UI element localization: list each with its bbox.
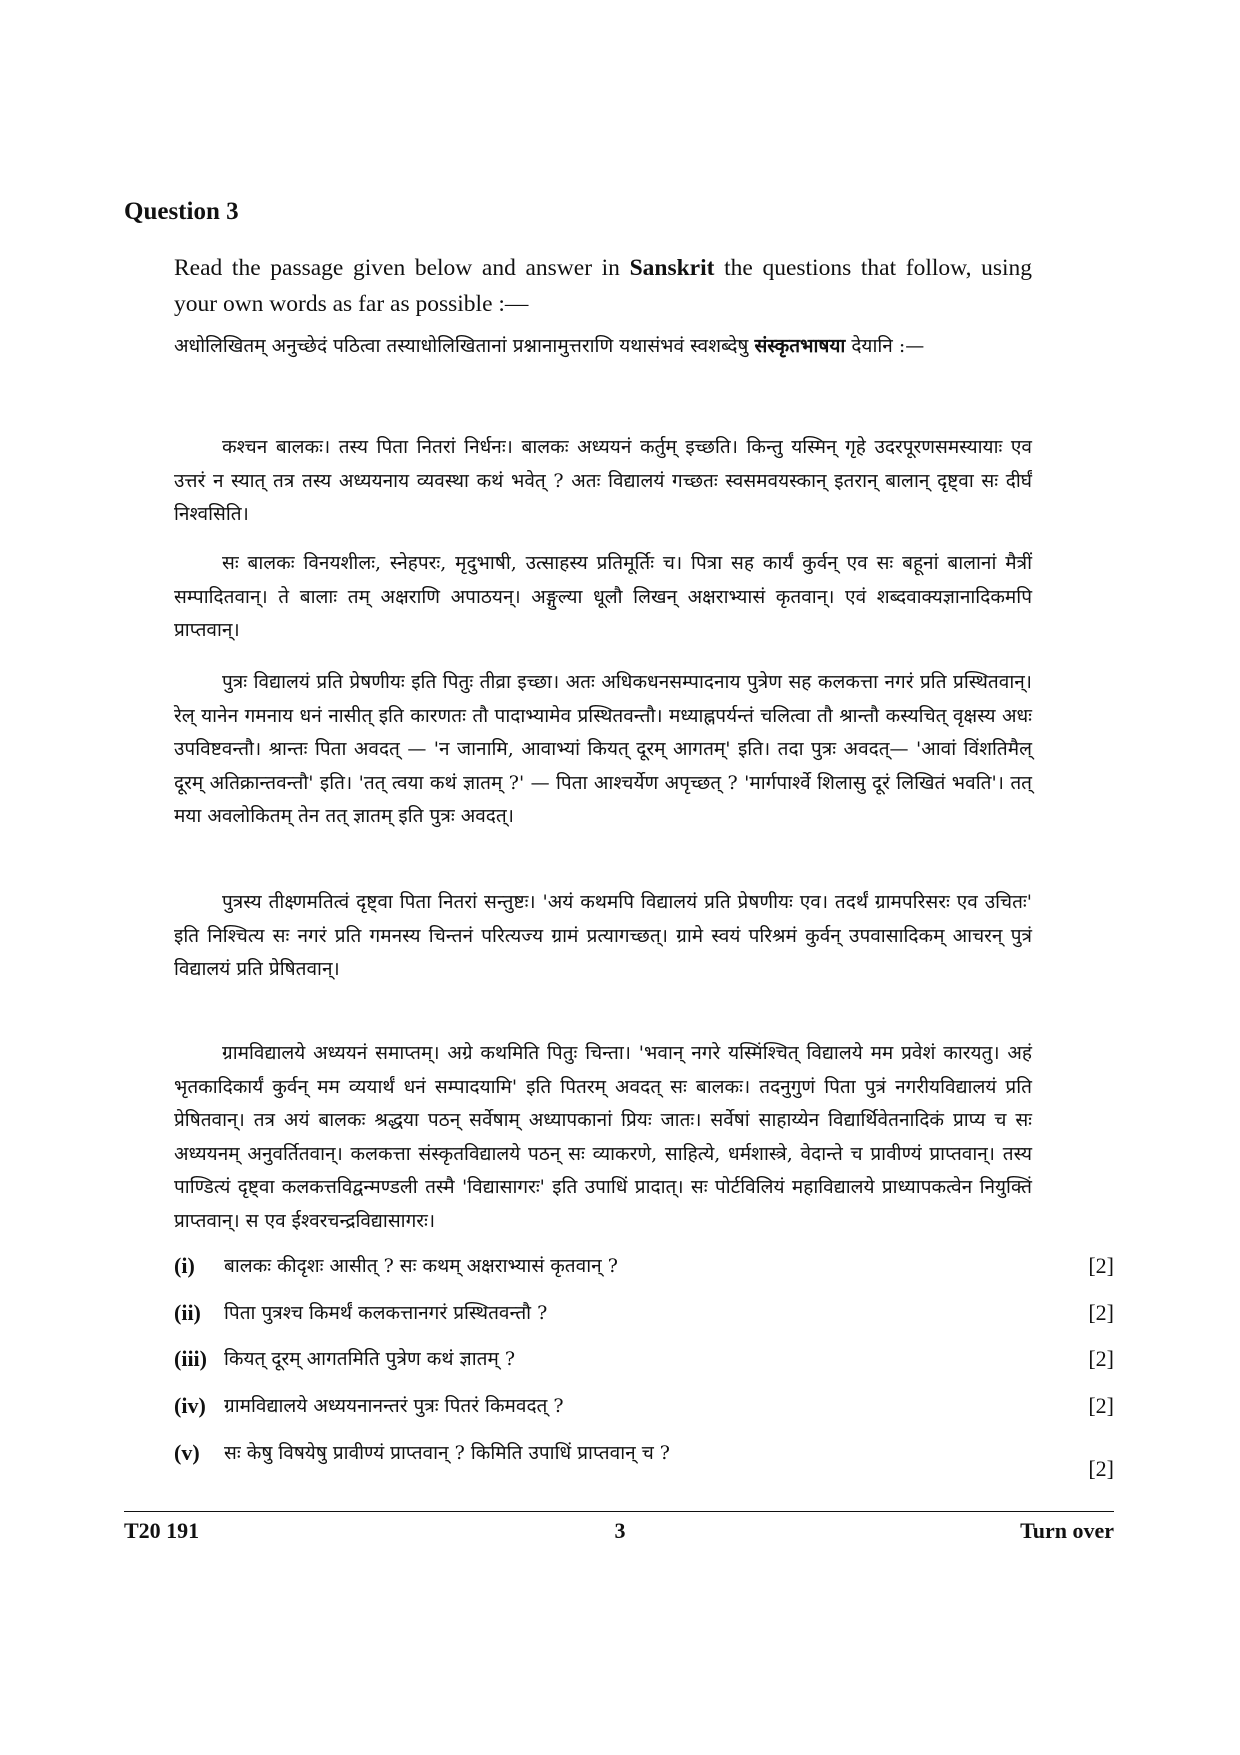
question-number: (iv) [174, 1393, 206, 1418]
instruction-english-text-end: the questions that follow, using your own words as far as possible :— [174, 255, 1033, 317]
instruction-english-text: Read the passage given below and answer in [174, 255, 630, 281]
question-item [174, 1389, 1114, 1423]
footer-divider [124, 1511, 1114, 1512]
question-text: कियत् दूरम् आगतमिति पुत्रेण कथं ज्ञातम् ? [224, 1348, 516, 1370]
instruction-sanskrit-text: अधोलिखितम् अनुच्छेदं पठित्वा तस्याधोलिखितानां प्रश्नानामुत्तराणि यथासंभवं स्वशब्देषु [174, 335, 755, 357]
question-text: ग्रामविद्यालये अध्ययनानन्तरं पुत्रः पितरं किमवदत् ? [224, 1395, 564, 1417]
passage-paragraph: कश्चन बालकः। तस्य पिता नितरां निर्धनः। बालकः अध्ययनं कर्तुम् इच्छति। किन्तु यस्मिन् गृहे उदरपूरणसमस्यायाः एव उत्तरं न स्यात् तत्र तस्य अध्ययनाय व्यवस्था कथं भवेत् ? अतः विद्यालयं गच्छतः स्वसमवयस्कान् इतरान् बालान् दृष्ट्वा सः दीर्घं निश्वसिति। [174, 436, 1032, 525]
passage-paragraph: पुत्रः विद्यालयं प्रति प्रेषणीयः इति पितुः तीव्रा इच्छा। अतः अधिकधनसम्पादनाय पुत्रेण सह कलकत्ता नगरं प्रति प्रस्थितवान्। रेल् यानेन गमनाय धनं नासीत् इति कारणतः तौ पादाभ्यामेव प्रस्थितवन्तौ। मध्याह्नपर्यन्तं चलित्वा तौ श्रान्तौ कस्यचित् वृक्षस्य अधः उपविष्टवन्तौ। श्रान्तः पिता अवदत् — 'न जानामि, आवाभ्यां कियत् दूरम् आगतम्' इति। तदा पुत्रः अवदत्— 'आवां विंशतिमैल् दूरम् अतिक्रान्तवन्तौ' इति। 'तत् त्वया कथं ज्ञातम् ?' — पिता आश्चर्येण अपृच्छत् ? 'मार्गपार्श्वे शिलासु दूरं लिखितं भवति'। तत् मया अवलोकितम् तेन तत् ज्ञातम् इति पुत्रः अवदत्। [174, 671, 1032, 827]
question-heading: Question 3 [124, 198, 239, 225]
instruction-english-emphasis: Sanskrit [629, 255, 715, 281]
question-marks: [2] [1088, 1393, 1114, 1418]
question-number: (v) [174, 1440, 200, 1465]
question-number: (ii) [174, 1300, 201, 1325]
question-marks: [2] [1088, 1346, 1114, 1371]
question-text: सः केषु विषयेषु प्रावीण्यं प्राप्तवान् ? किमिति उपाधिं प्राप्तवान् च ? [224, 1442, 670, 1464]
passage-paragraph: सः बालकः विनयशीलः, स्नेहपरः, मृदुभाषी, उत्साहस्य प्रतिमूर्तिः च। पित्रा सह कार्यं कुर्वन् एव सः बहूनां बालानां मैत्रीं सम्पादितवान्। ते बालाः तम् अक्षराणि अपाठयन्। अङ्गुल्या धूलौ लिखन् अक्षराभ्यासं कृतवान्। एवं शब्दवाक्यज्ञानादिकमपि प्राप्तवान्। [174, 552, 1032, 641]
question-number: (i) [174, 1253, 195, 1278]
passage-paragraph: ग्रामविद्यालये अध्ययनं समाप्तम्। अग्रे कथमिति पितुः चिन्ता। 'भवान् नगरे यस्मिंश्चित् विद्यालये मम प्रवेशं कारयतु। अहं भृतकादिकार्यं कुर्वन् मम व्ययार्थं धनं सम्पादयामि' इति पितरम् अवदत् सः बालकः। तदनुगुणं पिता पुत्रं नगरीयविद्यालयं प्रति प्रेषितवान्। तत्र अयं बालकः श्रद्धया पठन् सर्वेषाम् अध्यापकानां प्रियः जातः। सर्वेषां साहाय्येन विद्यार्थिवेतनादिकं प्राप्य च सः अध्ययनम् अनुवर्तितवान्। कलकत्ता संस्कृतविद्यालये पठन् सः व्याकरणे, साहित्ये, धर्मशास्त्रे, वेदान्ते च प्रावीण्यं प्राप्तवान्। तस्य पाण्डित्यं दृष्ट्वा कलकत्तविद्वन्मण्डली तस्मै 'विद्यासागरः' इति उपाधिं प्रादात्। सः पोर्टविलियं महाविद्यालये प्राध्यापकत्वेन नियुक्तिं प्राप्तवान्। स एव ईश्वरचन्द्रविद्यासागरः। [174, 1042, 1032, 1232]
question-marks: [2] [1088, 1300, 1114, 1325]
question-marks: [2] [1088, 1253, 1114, 1278]
paper-code: T20 191 [124, 1518, 200, 1543]
question-marks: [2] [1088, 1456, 1114, 1481]
question-item [174, 1296, 1114, 1330]
instruction-english [174, 250, 1032, 322]
page-number: 3 [614, 1518, 626, 1543]
instruction-sanskrit-emphasis: संस्कृतभाषया [754, 335, 846, 357]
question-item [174, 1342, 1114, 1376]
turn-over-note: Turn over [1020, 1518, 1114, 1543]
question-text: पिता पुत्रश्च किमर्थं कलकत्तानगरं प्रस्थितवन्तौ ? [224, 1302, 548, 1324]
question-text: बालकः कीदृशः आसीत् ? सः कथम् अक्षराभ्यासं कृतवान् ? [224, 1255, 618, 1277]
question-item [174, 1249, 1114, 1283]
instruction-sanskrit [174, 330, 1032, 363]
instruction-sanskrit-text-end: देयानि :— [845, 335, 925, 357]
question-item [174, 1436, 1114, 1481]
passage-paragraph: पुत्रस्य तीक्ष्णमतित्वं दृष्ट्वा पिता नितरां सन्तुष्टः। 'अयं कथमपि विद्यालयं प्रति प्रेषणीयः एव। तदर्थं ग्रामपरिसरः एव उचितः' इति निश्चित्य सः नगरं प्रति गमनस्य चिन्तनं परित्यज्य ग्रामं प्रत्यागच्छत्। ग्रामे स्वयं परिश्रमं कुर्वन् उपवासादिकम् आचरन् पुत्रं विद्यालयं प्रति प्रेषितवान्। [174, 891, 1032, 980]
question-number: (iii) [174, 1346, 207, 1371]
